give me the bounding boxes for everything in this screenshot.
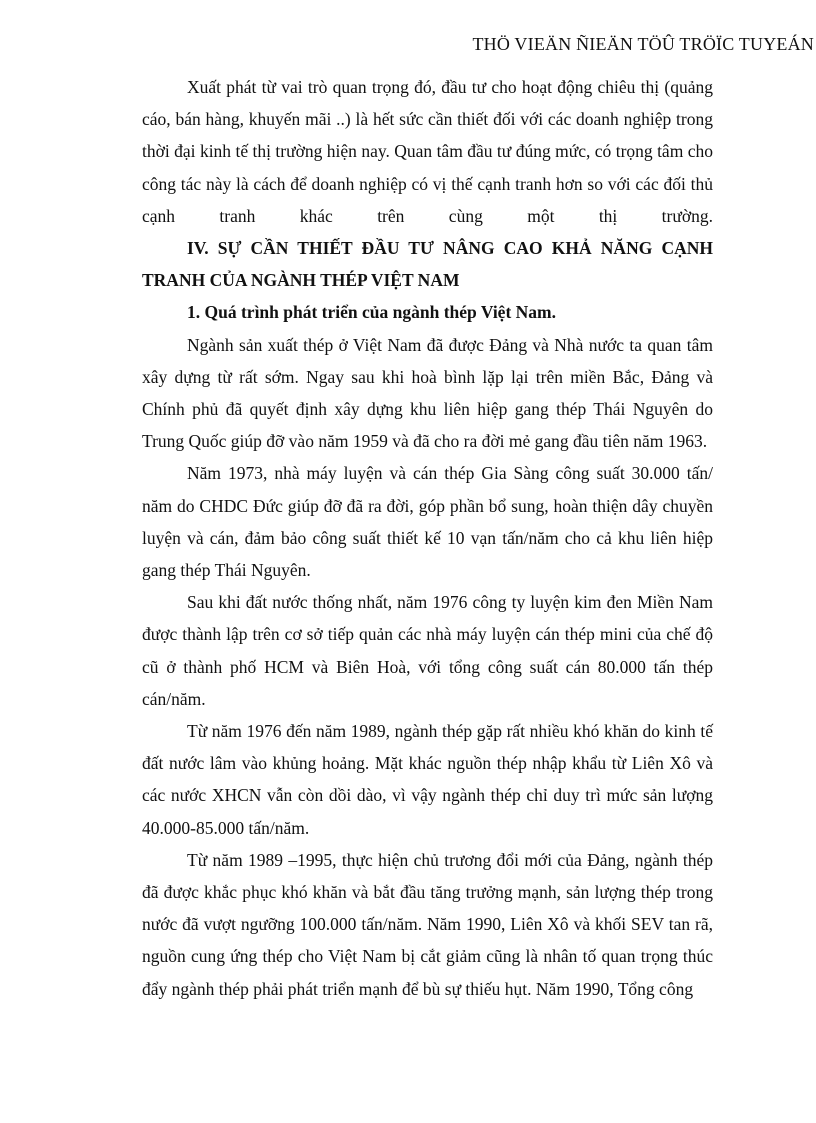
paragraph-early-development: Ngành sản xuất thép ở Việt Nam đã được Đảng và Nhà nước ta quan tâm xây dựng từ rất sớm. Ngay sau khi hoà bình lặp lại trên miền Bắc, Đảng và Chính phủ đã quyết định xây dựng khu liên hiệp gang thép Thái Nguyên do Trung Quốc giúp đỡ vào năm 1959 và đã cho ra đời mẻ gang đầu tiên năm 1963.	[142, 334, 713, 452]
document-body	[142, 71, 713, 1005]
paragraph-crisis-period: Từ năm 1976 đến năm 1989, ngành thép gặp rất nhiều khó khăn do kinh tế đất nước lâm vào khủng hoảng. Mặt khác nguồn thép nhập khẩu từ Liên Xô và các nước XHCN vẫn còn dồi dào, vì vậy ngành thép chỉ duy trì mức sản lượng 40.000-85.000 tấn/năm.	[142, 721, 713, 838]
header-site-title: THÖ VIEÄN ÑIEÄN TÖÛ TRÖÏC TUYEÁN	[472, 34, 814, 54]
section-heading: IV. SỰ CẦN THIẾT ĐẦU TƯ NÂNG CAO KHẢ NĂNG CẠNH TRANH CỦA NGÀNH THÉP VIỆT NAM	[142, 238, 713, 291]
paragraph-renovation-period: Từ năm 1989 –1995, thực hiện chủ trương đổi mới của Đảng, ngành thép đã được khắc phục khó khăn và bắt đầu tăng trưởng mạnh, sản lượng thép trong nước đã vượt ngưỡng 100.000 tấn/năm. Năm 1990, Liên Xô và khối SEV tan rã, nguồn cung ứng thép cho Việt Nam bị cắt giảm cũng là nhân tố quan trọng thúc đẩy ngành thép phải phát triển mạnh để bù sự thiếu hụt. Năm 1990, Tổng công	[142, 849, 713, 999]
paragraph-southern-metallurgy: Sau khi đất nước thống nhất, năm 1976 công ty luyện kim đen Miền Nam được thành lập trên cơ sở tiếp quản các nhà máy luyện cán thép mini của chế độ cũ ở thành phố HCM và Biên Hoà, với tổng công suất cán 80.000 tấn thép cán/năm.	[142, 592, 713, 709]
paragraph-gia-sang-plant: Năm 1973, nhà máy luyện và cán thép Gia Sàng công suất 30.000 tấn/ năm do CHDC Đức giúp đỡ đã ra đời, góp phần bổ sung, hoàn thiện dây chuyền luyện và cán, đảm bảo công suất thiết kế 10 vạn tấn/năm cho cả khu liên hiệp gang thép Thái Nguyên.	[142, 463, 713, 581]
paragraph-promotion-investment: Xuất phát từ vai trò quan trọng đó, đầu tư cho hoạt động chiêu thị (quảng cáo, bán hàng, khuyến mãi ..) là hết sức cần thiết đối với các doanh nghiệp trong thời đại kinh tế thị trường hiện nay. Quan tâm đầu tư đúng mức, có trọng tâm cho công tác này là cách để doanh nghiệp có vị thế cạnh tranh hơn so với các đối thủ cạnh tranh khác trên cùng một thị trường.	[142, 77, 713, 226]
subheading-steel-history: 1. Quá trình phát triển của ngành thép Việt Nam.	[187, 302, 556, 323]
